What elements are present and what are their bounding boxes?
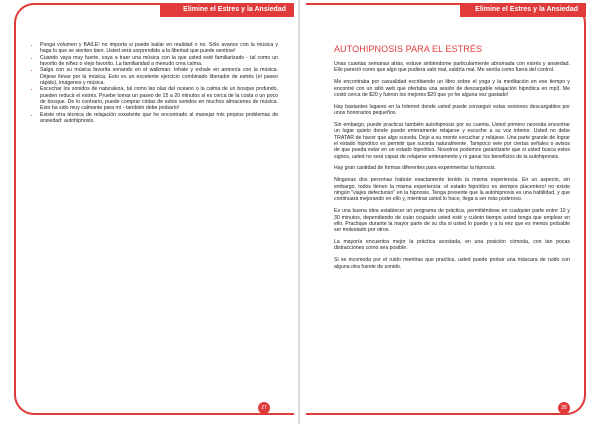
paragraph: Ningunas dos personas habrán exactamente tenido la misma experiencia. En un aspecto, sin embargo, todos tienen la misma experiencia: el estado hipnótico es siempre placentero! no existe ningún "viajes defectuoso" en la hipnosis. Tenga presente que la autohipnosis es una habilidad, y que continuará mejorando en ello y, mientras usted lo hace, llega a ser más poderoso. bbox=[334, 177, 570, 203]
list-item: • Salga con su música favorita sonando en el walkman. Inhale y exhale en armonía con la música. Déjese llevar por la música. Esto es un excelente ejercicio combinado liberador de estrés (el paseo rápido), imágenes y música. bbox=[40, 67, 278, 86]
paragraph: Es una buena idea establecer un programa de práctica, permitiéndose en cualquier parte entre 10 y 30 minutos, dependiendo de cuán ocupado usted esté y cuánto tiempo usted tenga que emplear en ello. Practique durante la mayor parte de su día si usted lo puede y a la vez que es menos probable ser molestado por otros. bbox=[334, 208, 570, 234]
list-item: • Cuando vaya muy fuerte, vaya a traer una música con la que usted esté familiarizado - tal como un favorito de niñez o viejo favorito. La familiaridad a menudo crea calma. bbox=[40, 55, 278, 68]
left-page-content bbox=[30, 42, 278, 124]
paragraph: La mayoría encuentra mejor la práctica acostada, en una posición cómoda, con tan pocas distracciones como sea posible. bbox=[334, 239, 570, 252]
paragraph: Si se incomoda por el ruido mientras que practica, usted puede probar una máscara de ruido con alguna otra fuente de sonido. bbox=[334, 257, 570, 270]
page-number: 28 bbox=[558, 402, 570, 414]
paragraph: Hay bastantes lugares en la Internet donde usted puede conseguir estas sesiones descargables por unos honorarios pequeños. bbox=[334, 103, 570, 117]
list-item: • Existe otra técnica de relajación excelente que he encontrado al manejar mis propios problemas de ansiedad: autohipnosis. bbox=[40, 112, 278, 125]
paragraph: Unas cuantas semanas atrás, estuve sintiéndome particularmente abrumada con estrés y ansiedad. Ello pareció como que algo que pudiera salir mal, saldría mal. Me sentía como fuera del control. bbox=[334, 61, 570, 74]
paragraph: Me encontraba por casualidad escribiendo un libro sobre el yoga y la meditación en ese tiempo y encontré con un sitio web que ofertaba una sesión de descargable relajación hipnótica en mp3. Me costó cerca de $20 y fueron los mejores $20 que yo he alguna vez gastado! bbox=[334, 79, 570, 98]
left-header-title: Elimine el Estres y la Ansiedad bbox=[160, 3, 294, 17]
right-header-title: Elimine el Estres y la Ansiedad bbox=[460, 3, 586, 17]
list-item: • Escuchar los sonidos de naturaleza, tal como las olas del océano o la calma de un bosque profundo, pueden reducir el estrés. Pruebe tomar un paseo de 15 a 20 minutos si es cerca de la costa o un poco de bosque. De lo contrario, puede comprar cintas de estos sonidos en muchos almacenes de música. Esto ha sido muy calmante para mí - también debe probarlo! bbox=[40, 86, 278, 111]
paragraph: Hay gran cantidad de formas diferentes para experimentar la hipnosis. bbox=[334, 165, 496, 172]
tips-list bbox=[30, 42, 278, 124]
paragraph: Sin embargo, puede practicar también autohipnosis por su cuenta. Usted primero necesita encontrar un lugar quieto donde puede enteramente relajarse y escuche a su voz interior. Usted no debe TRATAR de hacer que algo suceda. Deje a su mente escuchar y relájese. Una parte grande de lograr el estado hipnótico es permitir que suceda naturalmente. Tampoco vele por ciertas señales o avisos de que pueda estar en un estado hipnótico. Nosotros podemos garantizarle que si usted busca estos signos, usted no será capaz de relajarse enteramente y ni ganar los beneficios de la autohipnosis. bbox=[334, 121, 570, 160]
right-page bbox=[300, 0, 600, 424]
page-number: 27 bbox=[258, 402, 270, 414]
section-title: AUTOHIPNOSIS PARA EL ESTRÉS bbox=[334, 44, 483, 54]
list-item: • Ponga volumen y BAILE! no importa si puede bailar en realidad o no. Sólo avance con la música y haga lo que se sienten bien. Usted será sorprendido a la libertad que puede sentirse! bbox=[40, 42, 278, 55]
right-page-content bbox=[334, 44, 570, 275]
